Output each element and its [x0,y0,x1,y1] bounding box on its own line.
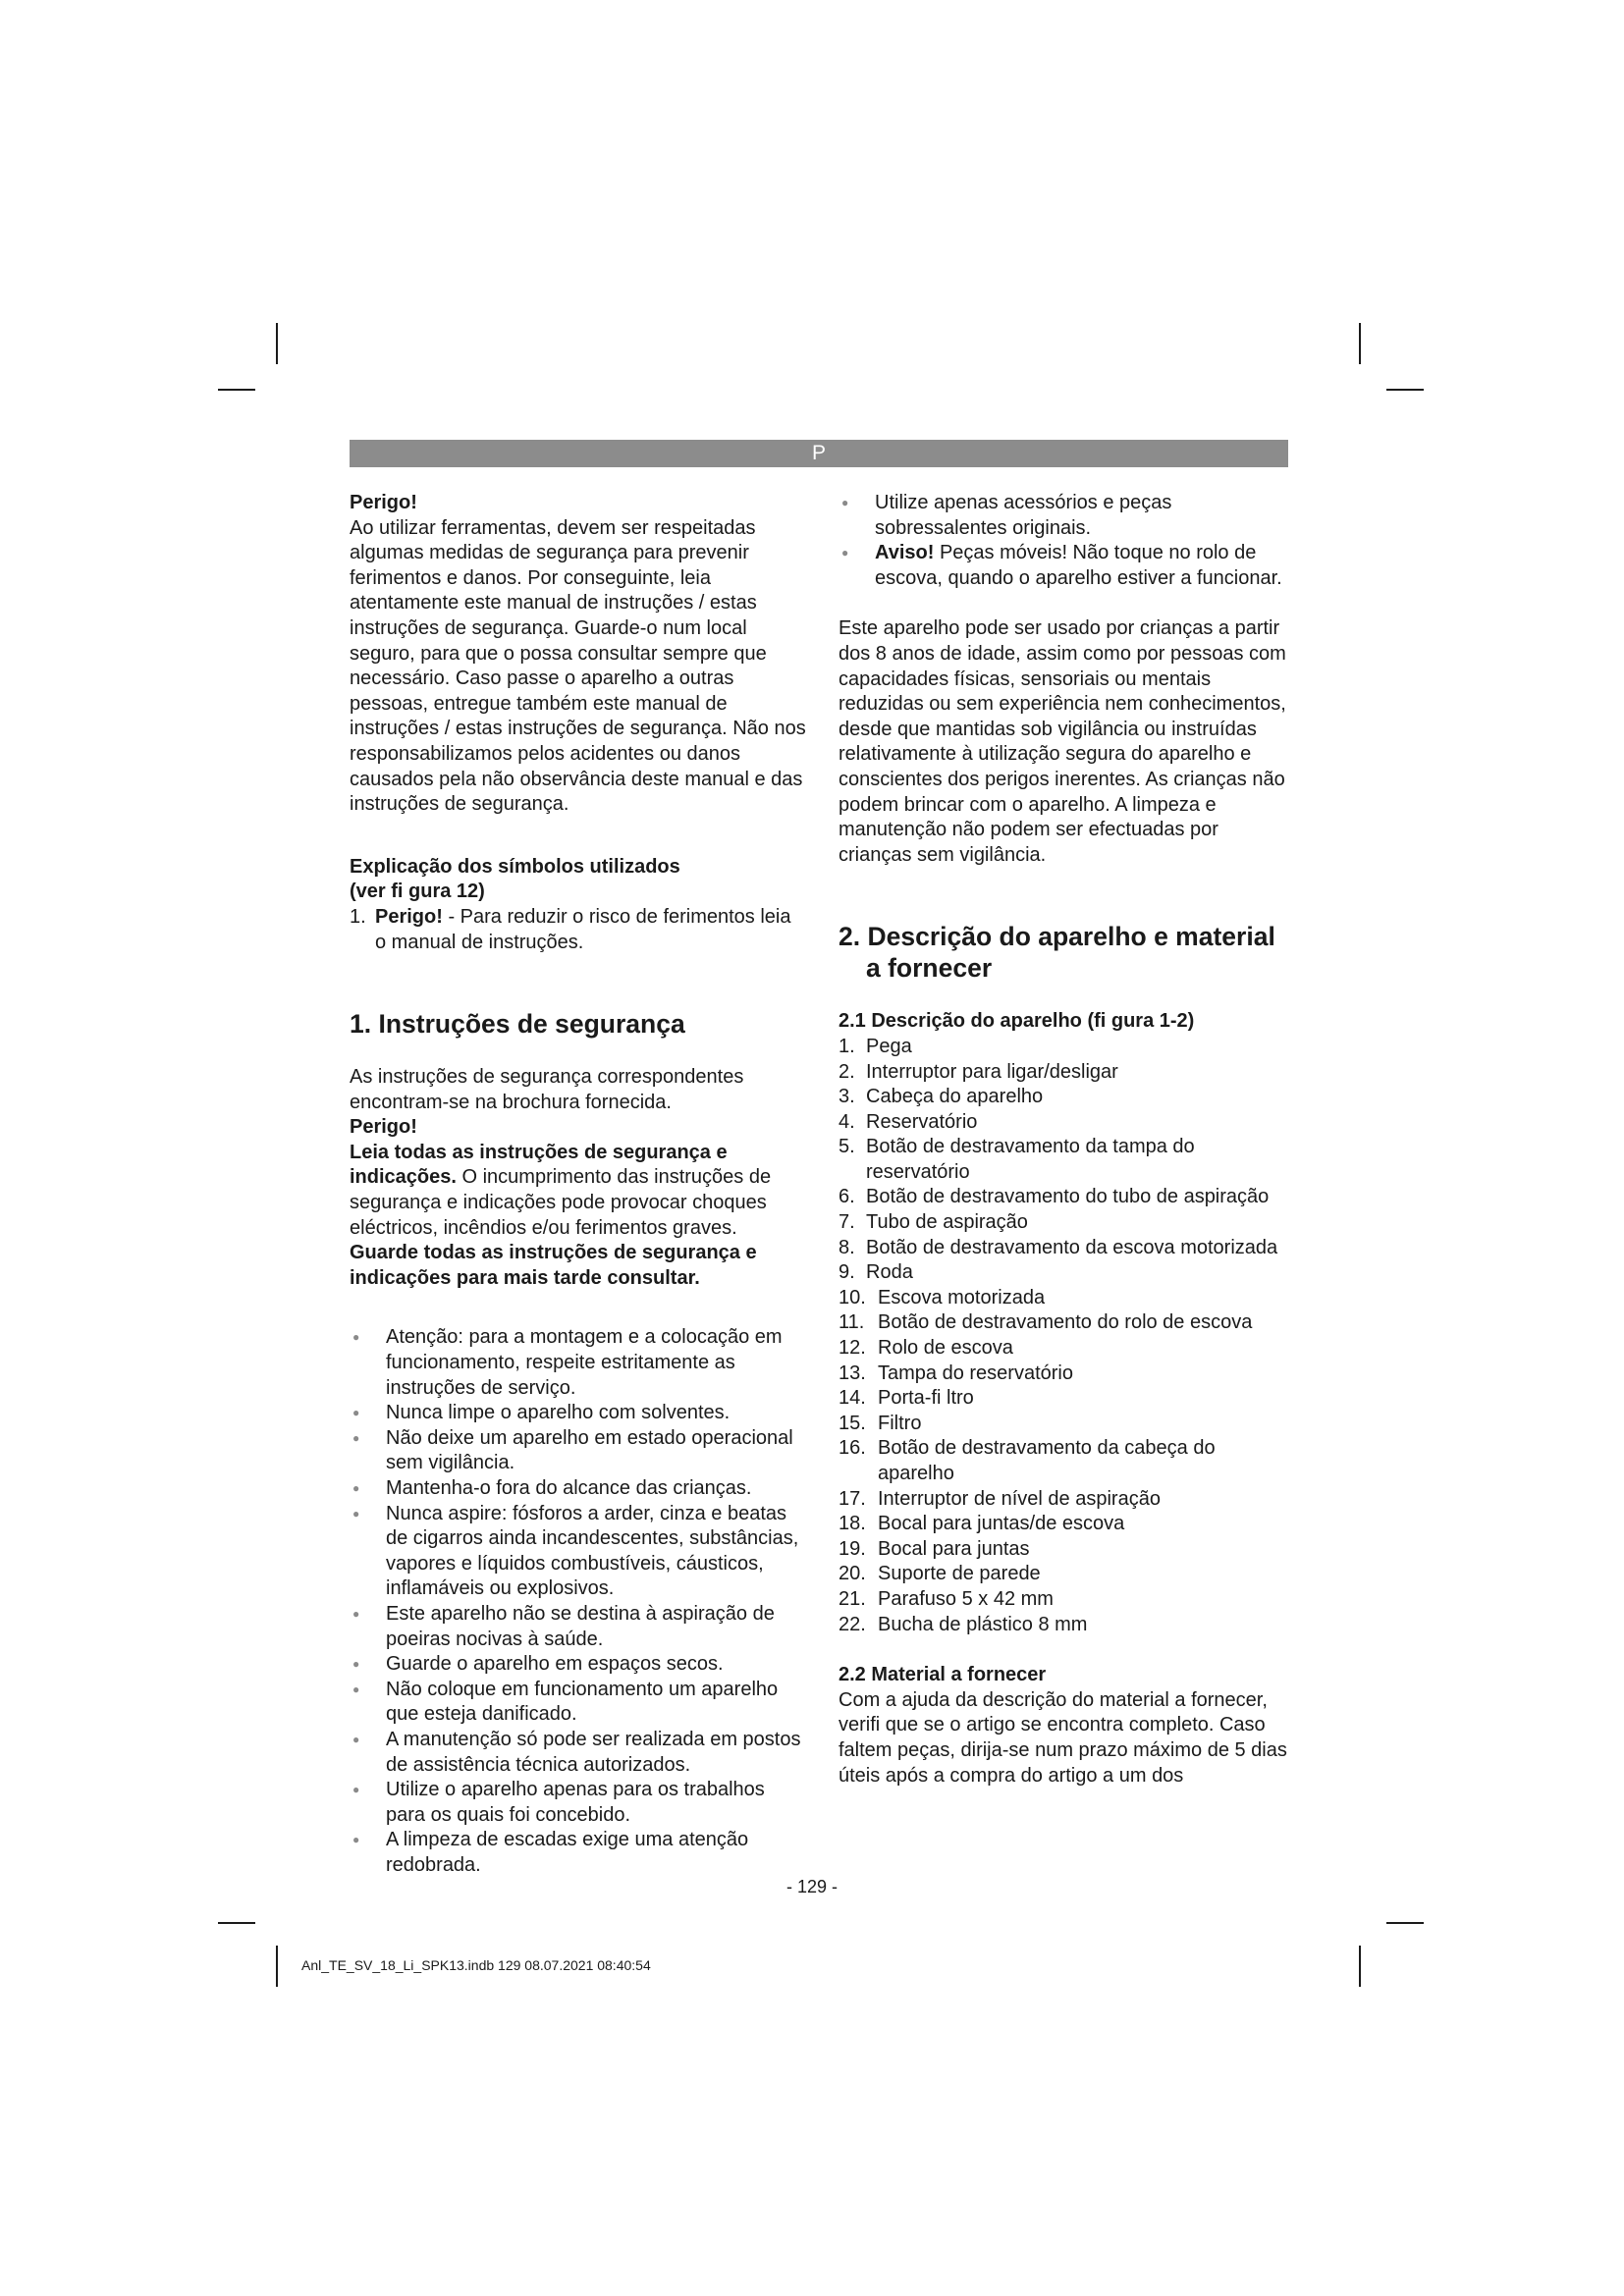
item-text: Botão de destravamento da cabeça do aparelho [878,1437,1216,1484]
list-item [839,1210,1290,1236]
right-column [839,491,1290,1789]
list-item [839,1135,1290,1185]
list-item: ● Não coloque em funcionamento um aparelho que esteja danificado. [350,1678,807,1728]
warning-title: Perigo! [350,492,417,513]
item-text: - Para reduzir o risco de ferimentos leia o manual de instruções. [375,905,791,953]
item-text: Interruptor para ligar/desligar [866,1060,1118,1083]
list-item [839,1412,1290,1437]
list-item [839,1085,1290,1110]
list-item [839,1286,1290,1311]
item-number: 21. [839,1587,866,1610]
item-text: Botão de destravamento da tampa do reservatório [866,1136,1195,1183]
item-text: Roda [866,1261,913,1284]
subsection-2-1-title: 2.1 Descrição do aparelho (fi gura 1-2) [839,1010,1195,1033]
list-item [839,1613,1290,1638]
section-1-heading: 1. Instruções de segurança [350,1009,685,1040]
item-number: 3. [839,1086,855,1108]
item-number: 5. [839,1136,855,1158]
crop-mark [1359,1946,1361,1987]
item-number: 22. [839,1613,866,1635]
page-number: - 129 - [785,1877,839,1896]
parts-list [839,1035,1290,1637]
item-number: 15. [839,1412,866,1434]
section-1-paragraph-a [350,1141,807,1241]
symbols-title-ref: (ver fi gura 12) [350,881,485,903]
list-item: ● Nunca aspire: fósforos a arder, cinza e beatas de cigarros ainda incandescentes, substâncias, vapores e líquidos combustíveis, cáusticos, inflamáveis ou explosivos. [350,1502,807,1602]
symbols-list [350,905,807,955]
item-number: 1. [350,905,366,928]
bold-text: Aviso! [875,542,935,564]
item-number: 2. [839,1060,855,1083]
item-number: 12. [839,1337,866,1360]
list-item [839,541,1290,591]
list-item: ● Guarde o aparelho em espaços secos. [350,1652,807,1678]
list-item [839,1035,1290,1060]
item-number: 6. [839,1186,855,1208]
symbols-title: Explicação dos símbolos utilizados [350,855,680,878]
crop-mark [276,323,278,364]
item-number: 13. [839,1362,866,1384]
left-column [350,491,807,1879]
list-item [839,1310,1290,1336]
list-item: ● Não deixe um aparelho em estado operacional sem vigilância. [350,1426,807,1476]
list-item [839,1060,1290,1086]
item-text: Porta-fi ltro [878,1387,974,1410]
item-text: Botão de destravamento do rolo de escova [878,1311,1253,1334]
list-item [839,1110,1290,1136]
list-item [839,1537,1290,1563]
subsection-2-2-paragraph: Com a ajuda da descrição do material a fornecer, verifi que se o artigo se encontra completo. Caso faltem peças, dirija-se num prazo máximo de 5 dias úteis após a compra do artigo a um dos [839,1688,1287,1787]
language-code: P [811,442,826,464]
item-text: Tampa do reservatório [878,1362,1073,1384]
list-item [839,1587,1290,1613]
item-text: Parafuso 5 x 42 mm [878,1587,1054,1610]
item-number: 17. [839,1487,866,1510]
item-number: 14. [839,1387,866,1410]
safety-bullet-list [350,1325,807,1878]
item-number: 9. [839,1261,855,1284]
crop-mark [218,1922,255,1924]
item-text: Botão de destravamento do tubo de aspiração [866,1186,1270,1208]
list-item: ● Mantenha-o fora do alcance das crianças. [350,1476,807,1502]
subsection-2-2-title: 2.2 Material a fornecer [839,1664,1047,1686]
list-item: ● Este aparelho não se destina à aspiração de poeiras nocivas à saúde. [350,1602,807,1652]
crop-mark [276,1946,278,1987]
item-text: Interruptor de nível de aspiração [878,1487,1161,1510]
plain-text: O incumprimento das instruções de segurança e indicações pode provocar choques eléctricos, incêndios e/ou ferimentos graves. [350,1166,772,1239]
section-2-heading: 2. Descrição do aparelho e material a fornecer [839,922,1275,984]
list-item: ● Utilize o aparelho apenas para os trabalhos para os quais foi concebido. [350,1778,807,1828]
item-number: 8. [839,1236,855,1258]
section-1-paragraph-b: Guarde todas as instruções de segurança e indicações para mais tarde consultar. [350,1242,757,1289]
item-text: Pega [866,1035,912,1057]
item-number: 7. [839,1211,855,1234]
intro-paragraph: Ao utilizar ferramentas, devem ser respeitadas algumas medidas de segurança para prevenir ferimentos e danos. Por conseguinte, leia atentamente este manual de instruções / estas instruções de segurança. Guarde-o num local seguro, para que o possa consultar sempre que necessário. Caso passe o aparelho a outras pessoas, entregue também este manual de instruções / estas instruções de segurança. Não nos responsabilizamos pelos acidentes ou danos causados pela não observância deste manual e das instruções de segurança. [350,516,806,816]
list-item [839,1436,1290,1486]
item-number: 20. [839,1563,866,1585]
item-number: 16. [839,1437,866,1460]
item-number: 18. [839,1513,866,1535]
list-item [350,905,807,955]
print-footer: Anl_TE_SV_18_Li_SPK13.indb 129 08.07.2021 08:40:54 [301,1957,651,1973]
list-item: ● Atenção: para a montagem e a colocação em funcionamento, respeite estritamente as instruções de serviço. [350,1325,807,1401]
bold-text: Leia todas as instruções de segurança e indicações. [350,1141,728,1189]
list-item: ● A limpeza de escadas exige uma atenção redobrada. [350,1828,807,1878]
item-text: Bocal para juntas/de escova [878,1513,1125,1535]
item-text: Tubo de aspiração [866,1211,1028,1234]
crop-mark [218,389,255,391]
list-item [839,1386,1290,1412]
item-number: 11. [839,1311,865,1334]
list-item: ● Nunca limpe o aparelho com solventes. [350,1401,807,1426]
item-text: Filtro [878,1412,922,1434]
item-number: 1. [839,1035,855,1057]
item-text: Reservatório [866,1110,978,1133]
item-bold: Perigo! [375,905,443,928]
item-number: 4. [839,1110,855,1133]
item-text: Bucha de plástico 8 mm [878,1613,1088,1635]
children-paragraph: Este aparelho pode ser usado por crianças a partir dos 8 anos de idade, assim como por pessoas com capacidades físicas, sensoriais ou mentais reduzidas ou sem experiência nem conhecimentos, desde que mantidas sob vigilância ou instruídas relativamente à utilização segura do aparelho e conscientes dos perigos inerentes. As crianças não podem brincar com o aparelho. A limpeza e manutenção não podem ser efectuadas por crianças sem vigilância. [839,617,1286,866]
item-number: 10. [839,1286,866,1308]
list-item [839,1336,1290,1362]
list-item [839,1260,1290,1286]
plain-text: Peças móveis! Não toque no rolo de escova, quando o aparelho estiver a funcionar. [875,542,1282,589]
item-text: Rolo de escova [878,1337,1013,1360]
list-item [839,1487,1290,1513]
safety-bullet-list-continued [839,491,1290,591]
language-header-bar [350,440,1288,467]
item-number: 19. [839,1537,866,1560]
item-text: Bocal para juntas [878,1537,1030,1560]
item-text: Suporte de parede [878,1563,1041,1585]
list-item [839,1362,1290,1387]
list-item: ● A manutenção só pode ser realizada em postos de assistência técnica autorizados. [350,1728,807,1778]
list-item [839,1236,1290,1261]
list-item [839,1512,1290,1537]
list-item [839,1185,1290,1210]
crop-mark [1359,323,1361,364]
crop-mark [1386,1922,1424,1924]
list-item [839,1562,1290,1587]
section-1-intro: As instruções de segurança correspondentes encontram-se na brochura fornecida. [350,1066,744,1113]
item-text: Cabeça do aparelho [866,1086,1044,1108]
crop-mark [1386,389,1424,391]
list-item: ● Utilize apenas acessórios e peças sobressalentes originais. [839,491,1290,541]
section-1-warning: Perigo! [350,1116,417,1139]
item-text: Escova motorizada [878,1286,1046,1308]
item-text: Botão de destravamento da escova motorizada [866,1236,1278,1258]
